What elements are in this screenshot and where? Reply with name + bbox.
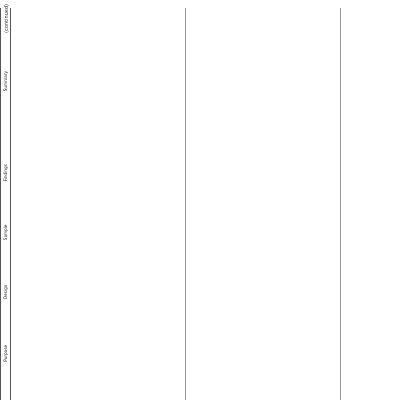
cell-design [11, 243, 186, 302]
header-design: Design [1, 243, 11, 302]
cell-findings [341, 94, 400, 184]
cell-purpose [186, 302, 341, 365]
table-row [11, 8, 186, 400]
cell-study [186, 365, 341, 400]
header-findings: Findings [1, 94, 11, 184]
cell-findings [186, 94, 341, 184]
cell-purpose [11, 302, 186, 365]
cell-study [341, 365, 400, 400]
header-summary: Summary [1, 8, 11, 94]
cell-design [341, 243, 400, 302]
header-study [1, 365, 11, 400]
header-purpose: Purpose [1, 302, 11, 365]
table-row [341, 8, 400, 400]
cell-purpose [341, 302, 400, 365]
continued-label: (continued) [4, 4, 10, 33]
cell-summary [186, 8, 341, 94]
cell-sample [186, 184, 341, 243]
studies-table [0, 8, 400, 400]
cell-summary [341, 8, 400, 94]
header-sample: Sample [1, 184, 11, 243]
table-header-row [1, 8, 11, 400]
cell-study [11, 365, 186, 400]
table-row [186, 8, 341, 400]
cell-sample [341, 184, 400, 243]
cell-design [186, 243, 341, 302]
cell-sample [11, 184, 186, 243]
rotated-table-frame [0, 8, 372, 400]
cell-findings [11, 94, 186, 184]
cell-summary [11, 8, 186, 94]
